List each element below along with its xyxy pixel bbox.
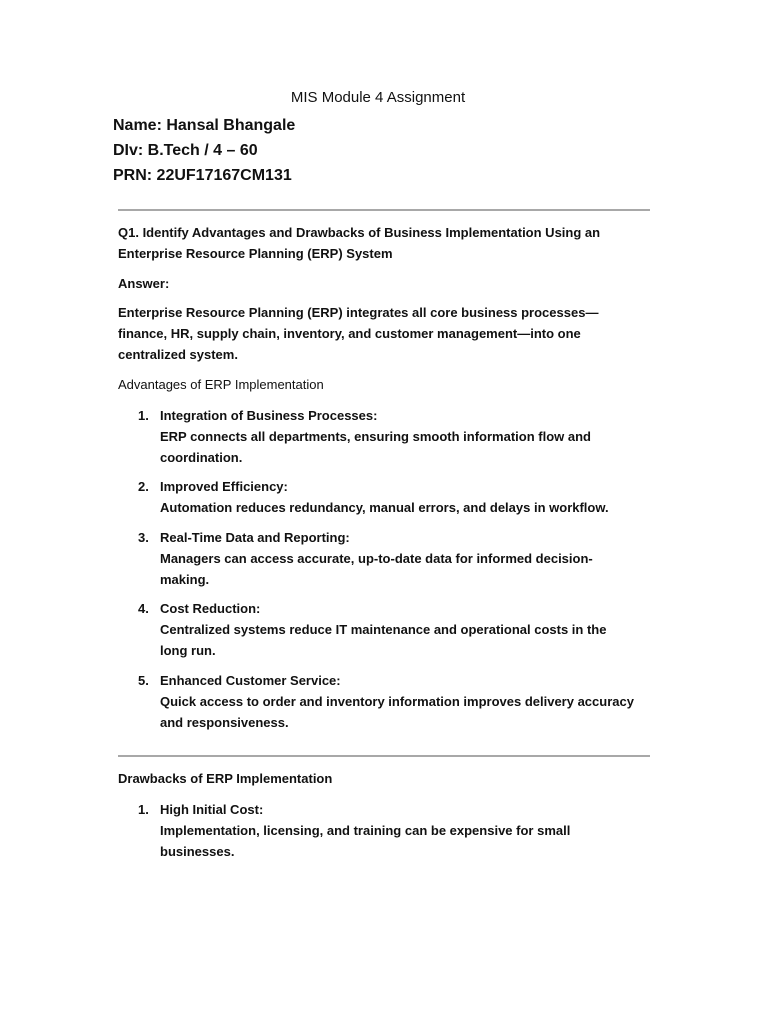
list-item-text: and responsiveness.: [160, 715, 289, 730]
list-item-text: Quick access to order and inventory information improves delivery accuracy: [160, 694, 634, 709]
answer-label: Answer:: [118, 276, 170, 291]
document-title: MIS Module 4 Assignment: [290, 89, 466, 106]
list-item-text: making.: [160, 572, 210, 587]
list-item-text: Automation reduces redundancy, manual errors, and delays in workflow.: [160, 500, 609, 515]
list-item-title: Cost Reduction:: [160, 601, 261, 616]
list-item: [118, 405, 643, 468]
list-item-title: Real-Time Data and Reporting:: [160, 530, 350, 545]
list-item-text: businesses.: [160, 844, 235, 859]
list-item-number: 4.: [138, 601, 149, 616]
question-line-1: Q1. Identify Advantages and Drawbacks of Business Implementation Using an: [118, 225, 601, 240]
list-item: [118, 476, 643, 518]
list-item-text: coordination.: [160, 450, 243, 465]
intro-line-3: centralized system.: [118, 347, 238, 362]
list-item-text: long run.: [160, 643, 216, 658]
list-item-title: High Initial Cost:: [160, 802, 264, 817]
list-item-title: Integration of Business Processes:: [160, 408, 378, 423]
list-item-text: Implementation, licensing, and training can be expensive for small: [160, 823, 571, 838]
list-item-number: 3.: [138, 530, 149, 545]
list-item-number: 5.: [138, 673, 149, 688]
list-item: [118, 670, 643, 733]
list-item-title: Improved Efficiency:: [160, 479, 288, 494]
horizontal-divider: [118, 755, 650, 757]
intro-line-1: Enterprise Resource Planning (ERP) integrates all core business processes—: [118, 305, 599, 320]
question-line-2: Enterprise Resource Planning (ERP) System: [118, 246, 393, 261]
list-item-number: 2.: [138, 479, 149, 494]
list-item: [118, 527, 643, 590]
horizontal-divider: [118, 209, 650, 211]
question-block: [118, 222, 643, 264]
student-header: [113, 113, 295, 188]
list-item-text: Managers can access accurate, up-to-date data for informed decision-: [160, 551, 593, 566]
drawbacks-heading: Drawbacks of ERP Implementation: [118, 771, 333, 786]
list-item: [118, 598, 643, 661]
list-item-text: ERP connects all departments, ensuring smooth information flow and: [160, 429, 591, 444]
list-item: [118, 799, 643, 862]
advantages-heading: Advantages of ERP Implementation: [118, 377, 324, 392]
intro-paragraph: [118, 302, 643, 365]
list-item-number: 1.: [138, 802, 149, 817]
list-item-number: 1.: [138, 408, 149, 423]
student-prn: PRN: 22UF17167CM131: [113, 167, 292, 184]
intro-line-2: finance, HR, supply chain, inventory, and customer management—into one: [118, 326, 581, 341]
student-name: Name: Hansal Bhangale: [113, 117, 296, 134]
student-division: DIv: B.Tech / 4 – 60: [113, 142, 258, 159]
list-item-text: Centralized systems reduce IT maintenance and operational costs in the: [160, 622, 607, 637]
list-item-title: Enhanced Customer Service:: [160, 673, 341, 688]
